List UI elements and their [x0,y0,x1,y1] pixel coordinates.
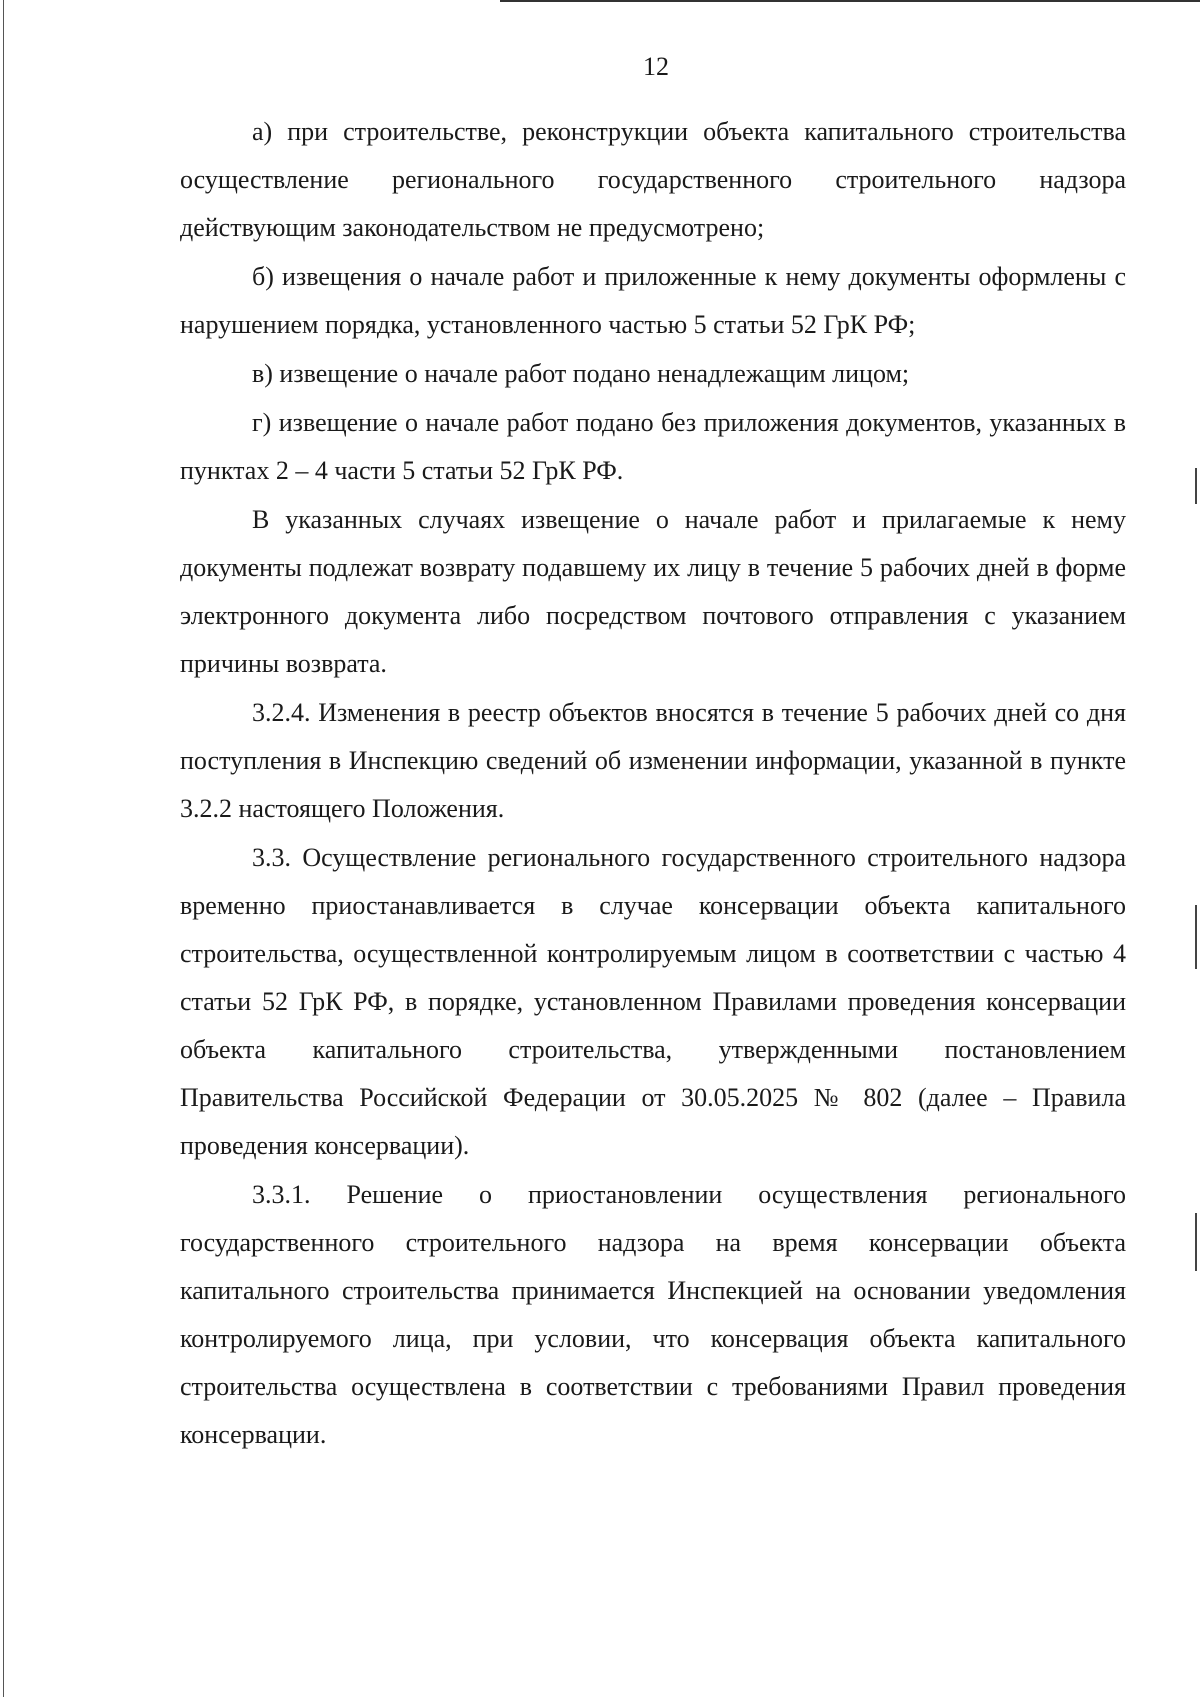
page-number: 12 [643,52,669,81]
paragraph-v: в) извещение о начале работ подано ненадлежащим лицом; [252,359,910,388]
scan-mark [1195,1213,1197,1271]
paragraph-3-3: 3.3. Осуществление регионального государственного строительного надзора временно приостанавливается в случае консервации объекта капитального строительства, осуществленной контролируемым лицом в соответствии с частью 4 статьи 52 ГрК РФ, в порядке, установленном Правилами проведения консервации объекта капитального строительства, утвержденными постановлением Правительства Российской Федерации от 30.05.2025 № 802 (далее – Правила проведения консервации). [180,843,1126,1160]
paragraph-a: а) при строительстве, реконструкции объекта капитального строительства осуществление регионального государственного строительного надзора действующим законодательством не предусмотрено; [180,117,1126,242]
paragraph-g: г) извещение о начале работ подано без приложения документов, указанных в пунктах 2 – 4 части 5 статьи 52 ГрК РФ. [180,408,1126,485]
paragraph-3-3-1: 3.3.1. Решение о приостановлении осуществления регионального государственного строительного надзора на время консервации объекта капитального строительства принимается Инспекцией на основании уведомления контролируемого лица, при условии, что консервация объекта капитального строительства осуществлена в соответствии с требованиями Правил проведения консервации. [180,1180,1126,1449]
scan-mark [1195,468,1197,504]
scan-mark [1195,905,1197,969]
paragraph-3-2-4: 3.2.4. Изменения в реестр объектов вносятся в течение 5 рабочих дней со дня поступления в Инспекцию сведений об изменении информации, указанной в пункте 3.2.2 настоящего Положения. [180,698,1126,823]
scan-edge-left [3,0,4,1697]
paragraph-return: В указанных случаях извещение о начале работ и прилагаемые к нему документы подлежат возврату подавшему их лицу в течение 5 рабочих дней в форме электронного документа либо посредством почтового отправления с указанием причины возврата. [180,505,1126,678]
scan-edge-top [500,0,1200,2]
paragraph-b: б) извещения о начале работ и приложенные к нему документы оформлены с нарушением порядка, установленного частью 5 статьи 52 ГрК РФ; [180,262,1126,339]
document-body [180,108,1126,1460]
